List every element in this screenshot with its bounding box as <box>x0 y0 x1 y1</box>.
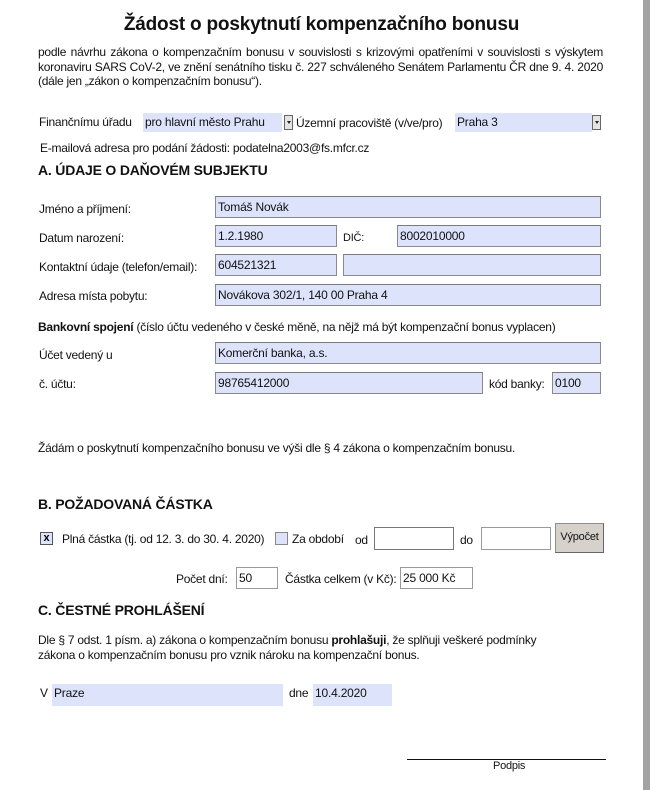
declaration-bold: prohlašuji <box>331 633 387 647</box>
contact-email-input[interactable] <box>343 254 601 276</box>
bank-code-label: kód banky: <box>489 377 545 391</box>
section-b-heading: B. POŽADOVANÁ ČÁSTKA <box>38 496 213 512</box>
from-date-input[interactable] <box>374 527 454 550</box>
days-input[interactable]: 50 <box>236 567 278 589</box>
calculate-button[interactable]: Výpočet <box>555 523 604 553</box>
scrollbar[interactable] <box>643 0 650 790</box>
signature-label: Podpis <box>493 760 526 772</box>
to-date-input[interactable] <box>481 527 551 550</box>
dic-input[interactable]: 8002010000 <box>397 225 601 247</box>
bank-connection-heading <box>38 320 555 334</box>
account-number-input[interactable]: 98765412000 <box>215 372 483 394</box>
period-checkbox[interactable] <box>275 532 288 545</box>
name-label: Jméno a příjmení: <box>39 202 131 216</box>
tax-office-dropdown-arrow-icon[interactable] <box>284 115 293 130</box>
account-number-label: č. účtu: <box>39 377 76 391</box>
place-label: V <box>40 686 48 700</box>
to-label: do <box>460 533 473 547</box>
birth-date-label: Datum narození: <box>39 231 124 245</box>
period-label: Za období <box>292 532 344 546</box>
phone-input[interactable]: 604521321 <box>215 254 337 276</box>
tax-office-value: pro hlavní město Prahu <box>145 115 265 129</box>
address-input[interactable]: Novákova 302/1, 140 00 Praha 4 <box>215 284 601 306</box>
place-input[interactable]: Praze <box>52 684 283 706</box>
bank-connection-note: (číslo účtu vedeného v české měně, na nějž má být kompenzační bonus vyplacen) <box>133 320 556 334</box>
bank-connection-bold: Bankovní spojení <box>38 320 134 334</box>
intro-text: podle návrhu zákona o kompenzačním bonusu v souvislosti s krizovými opatřeními v souvislosti s výskytem koronaviru SARS CoV-2, ve znění senátního tisku č. 227 schváleného Senátem Parlamentu ČR dne 9. 4. 2020 (dále jen „zákon o kompenzačním bonusu“). <box>38 45 603 88</box>
declaration-post: , že splňuji veškeré podmínky zákona o kompenzačním bonusu pro vznik nároku na kompenzační bonus. <box>38 633 537 662</box>
email-address-line: E-mailová adresa pro podání žádosti: podatelna2003@fs.mfcr.cz <box>40 141 370 155</box>
workplace-value: Praha 3 <box>457 115 498 129</box>
birth-date-input[interactable]: 1.2.1980 <box>215 225 337 247</box>
tax-office-select[interactable] <box>143 113 282 132</box>
declaration-text <box>38 633 558 663</box>
dic-label: DIČ: <box>343 232 364 244</box>
bank-code-input[interactable]: 0100 <box>552 372 601 394</box>
full-amount-label: Plná částka (tj. od 12. 3. do 30. 4. 2020) <box>62 532 265 546</box>
days-label: Počet dní: <box>176 572 228 586</box>
bank-label: Účet vedený u <box>39 348 113 362</box>
date-input[interactable]: 10.4.2020 <box>313 684 392 706</box>
name-input[interactable]: Tomáš Novák <box>215 196 601 218</box>
total-input[interactable]: 25 000 Kč <box>400 567 473 589</box>
section-c-heading: C. ČESTNÉ PROHLÁŠENÍ <box>38 602 205 618</box>
workplace-dropdown-arrow-icon[interactable] <box>592 115 601 130</box>
declaration-pre: Dle § 7 odst. 1 písm. a) zákona o kompenzačním bonusu <box>38 633 332 647</box>
workplace-select[interactable] <box>455 113 592 132</box>
request-text: Žádám o poskytnutí kompenzačního bonusu ve výši dle § 4 zákona o kompenzačním bonusu. <box>38 441 516 455</box>
address-label: Adresa místa pobytu: <box>39 289 148 303</box>
page-title: Žádost o poskytnutí kompenzačního bonusu <box>123 14 520 35</box>
contact-label: Kontaktní údaje (telefon/email): <box>39 260 198 274</box>
bank-input[interactable]: Komerční banka, a.s. <box>215 342 601 364</box>
workplace-label: Územní pracoviště (v/ve/pro) <box>296 116 443 130</box>
section-a-heading: A. ÚDAJE O DAŇOVÉM SUBJEKTU <box>38 162 268 178</box>
total-label: Částka celkem (v Kč): <box>285 572 397 586</box>
tax-office-label: Finančnímu úřadu <box>39 115 132 129</box>
from-label: od <box>355 533 368 547</box>
full-amount-checkbox[interactable]: x <box>40 532 53 545</box>
date-label: dne <box>289 686 309 700</box>
